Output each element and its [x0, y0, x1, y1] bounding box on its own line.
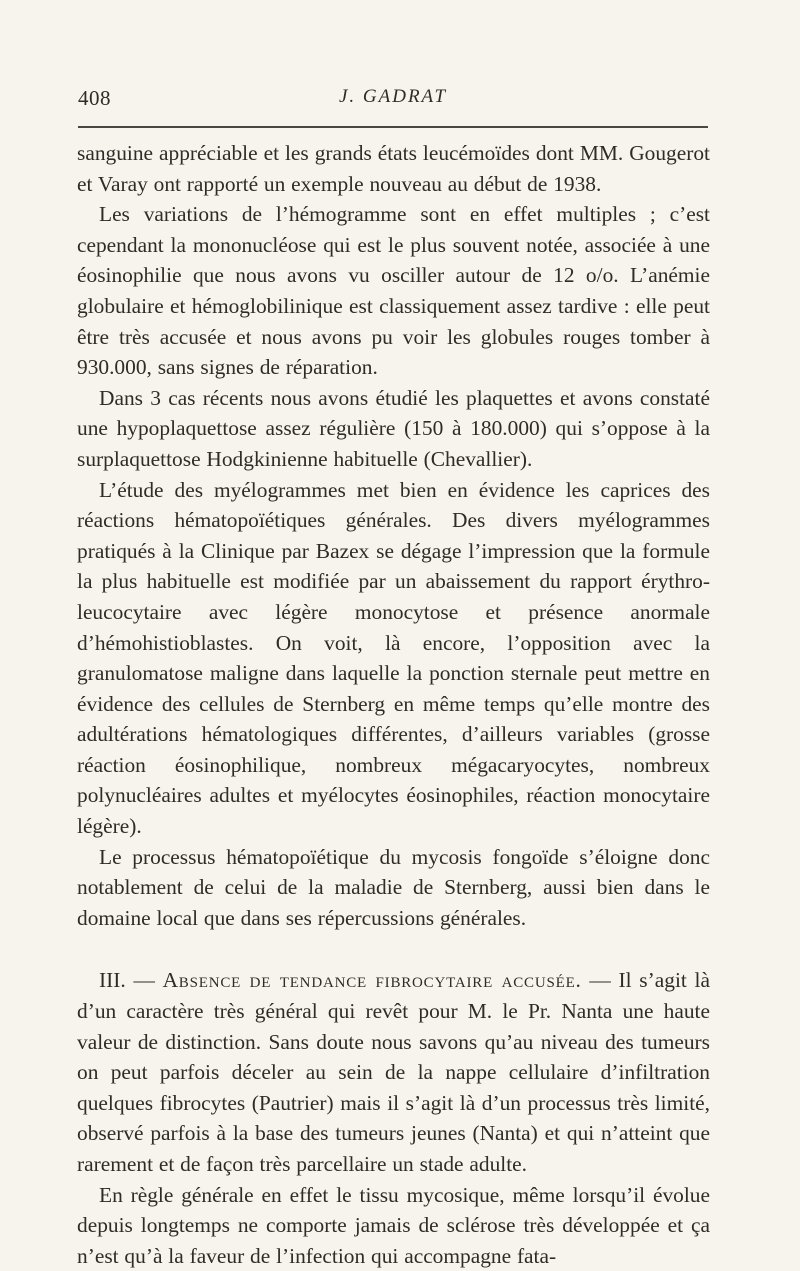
paragraph-7: En règle générale en effet le tissu mycosique, même lorsqu’il évolue depuis longtemps ne comporte jamais de sclérose très développée et ça n’est qu’à la faveur de l’infection qui accompagne fata-	[77, 1182, 710, 1268]
paragraph-1: sanguine appréciable et les grands états leucémoïdes dont MM. Gougerot et Varay ont rapporté un exemple nouveau au début de 1938.	[77, 141, 710, 196]
paragraph-5: Le processus hématopoïétique du mycosis fongoïde s’éloigne donc notablement de celui de la maladie de Sternberg, aussi bien dans le domaine local que dans ses répercussions générales.	[77, 844, 710, 930]
section-dash: —	[125, 968, 163, 993]
page-number: 408	[78, 86, 111, 110]
header-rule	[78, 126, 708, 128]
section-iii-paragraph	[77, 965, 710, 1179]
page-header	[78, 86, 708, 120]
running-head: J. GADRAT	[338, 86, 448, 107]
paragraph-4: L’étude des myélogrammes met bien en évidence les caprices des réactions hématopoïétiques générales. Des divers myélogrammes pratiqués à la Clinique par Bazex se dégage l’impression que la formule la plus habituelle est modifiée par un abaissement du rapport érythro-leucocytaire avec légère monocytose et présence anormale d’hémohistioblastes. On voit, là encore, l’opposition avec la granulomatose maligne dans laquelle la ponction sternale peut mettre en évidence des cellules de Sternberg en même temps qu’elle montre des adultérations hématologiques différentes, d’ailleurs variables (grosse réaction éosinophilique, nombreux mégacaryocytes, nombreux polynucléaires adultes et myélocytes éosinophiles, réaction monocytaire légère).	[77, 477, 710, 839]
body-text	[77, 138, 710, 1271]
paragraph-3: Dans 3 cas récents nous avons étudié les plaquettes et avons constaté une hypoplaquettose assez régulière (150 à 180.000) qui s’oppose à la surplaquettose Hodgkinienne habituelle (Chevallier).	[77, 385, 710, 471]
section-numeral: III.	[99, 968, 126, 993]
paragraph-2: Les variations de l’hémogramme sont en effet multiples ; c’est cependant la mononucléose qui est le plus souvent notée, associée à une éosinophilie que nous avons vu osciller autour de 12 o/o. L’anémie globulaire et hémoglobilinique est classiquement assez tardive : elle peut être très accusée et nous avons pu voir les globules rouges tomber à 930.000, sans signes de réparation.	[77, 202, 710, 380]
section-title: Absence de tendance fibrocytaire accusée.	[162, 968, 582, 993]
section-iii-text: — Il s’agit là d’un caractère très général qui revêt pour M. le Pr. Nanta une haute valeur de distinction. Sans doute nous savons qu’au niveau des tumeurs on peut parfois déceler au sein de la nappe cellulaire d’infiltration quelques fibrocytes (Pautrier) mais il s’agit là d’un processus très limité, observé parfois à la base des tumeurs jeunes (Nanta) et qui n’atteint que rarement et de façon très parcellaire un stade adulte.	[77, 968, 710, 1176]
